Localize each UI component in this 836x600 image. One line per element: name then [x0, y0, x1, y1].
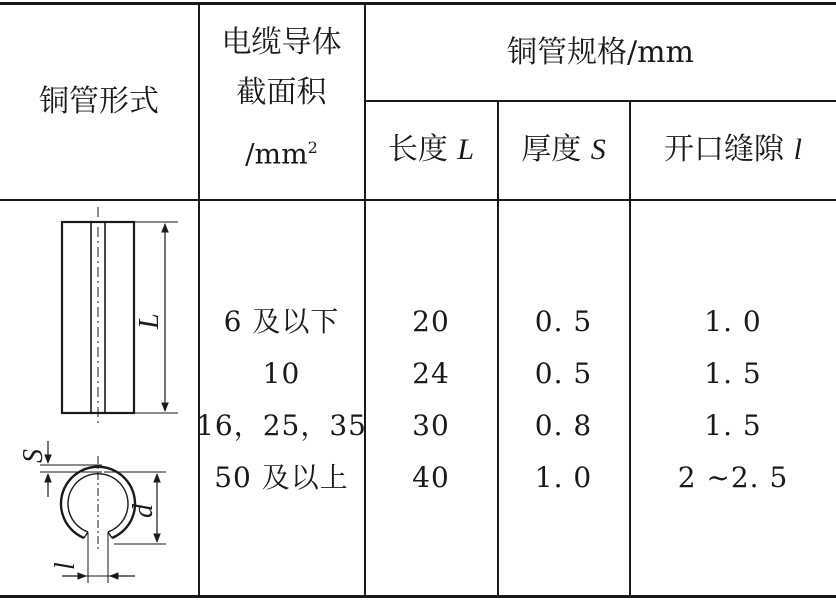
gap-value: 1. 0	[704, 305, 762, 338]
length-symbol: L	[457, 133, 475, 167]
section-column	[196, 296, 367, 504]
gap-value: 1. 5	[704, 409, 762, 442]
gap-dim-label: l	[50, 562, 81, 570]
header-conductor-section	[199, 18, 364, 188]
header-gap: 开口缝隙 l	[664, 132, 802, 168]
length-value: 40	[412, 461, 450, 494]
thickness-value: 1. 0	[534, 461, 593, 494]
header-copper-tube-type	[0, 5, 198, 199]
thickness-value: 0. 8	[534, 409, 593, 442]
thickness-value: 0. 5	[534, 305, 593, 338]
thickness-column	[498, 296, 629, 504]
copper-tube-drawing	[0, 201, 198, 595]
thickness-dim-label: S	[18, 449, 49, 463]
length-dim-label: L	[134, 313, 165, 329]
section-value: 10	[262, 357, 301, 390]
header-section-line1: 电缆导体	[221, 25, 342, 60]
header-spec-group-text: 铜管规格/mm	[506, 34, 694, 70]
gap-value: 1. 5	[704, 357, 762, 390]
diameter-dim-label: d	[128, 504, 159, 518]
gap-column	[630, 296, 836, 504]
header-length: 长度 L	[387, 132, 475, 168]
length-value: 30	[412, 409, 450, 442]
thickness-value: 0. 5	[534, 357, 593, 390]
section-value: 50 及以上	[214, 461, 349, 494]
thickness-symbol: S	[590, 133, 606, 167]
length-value: 24	[412, 357, 450, 390]
header-copper-tube-type-text: 铜管形式	[39, 84, 159, 120]
bottom-rule	[0, 595, 836, 598]
section-value: 16，25，35	[196, 409, 367, 442]
section-value: 6 及以下	[223, 305, 340, 338]
header-section-unit: $/mm^2$	[245, 137, 318, 171]
header-spec-group	[365, 5, 836, 100]
gap-symbol: l	[793, 133, 802, 167]
length-column	[365, 296, 497, 504]
length-value: 20	[412, 305, 450, 338]
header-thickness: 厚度 S	[521, 132, 606, 168]
header-section-line2: 截面积	[236, 75, 327, 110]
gap-value: 2 ~2. 5	[677, 461, 789, 494]
